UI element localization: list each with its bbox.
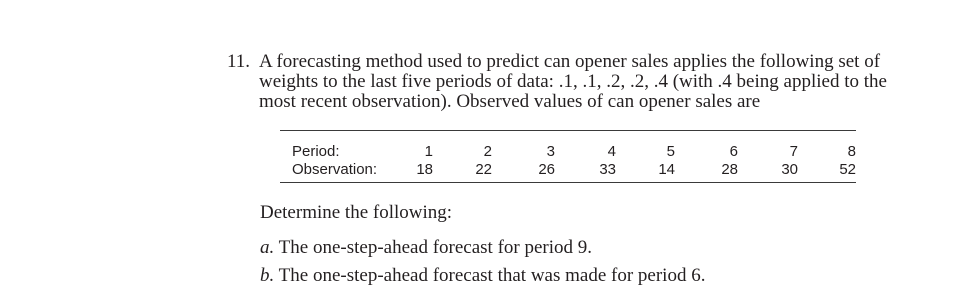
observation-cell: 30 — [781, 161, 798, 178]
data-table — [280, 130, 856, 186]
problem-line: weights to the last five periods of data: .1, .1, .2, .2, .4 (with .4 being applied to the — [259, 71, 887, 92]
observation-row-label: Observation: — [292, 161, 378, 178]
part-text: The one-step-ahead forecast for period 9. — [278, 237, 593, 258]
observation-cell: 22 — [475, 161, 492, 178]
period-cell: 2 — [483, 143, 492, 160]
period-cell: 7 — [789, 143, 798, 160]
observation-cell: 14 — [658, 161, 675, 178]
observation-cell: 33 — [599, 161, 616, 178]
part-letter: b. — [260, 265, 275, 286]
part-a — [260, 238, 592, 258]
observation-cell: 28 — [721, 161, 738, 178]
period-row-label: Period: — [292, 143, 340, 160]
period-cell: 6 — [729, 143, 738, 160]
period-cell: 1 — [424, 143, 433, 160]
problem-line: A forecasting method used to predict can opener sales applies the following set of — [259, 51, 881, 72]
period-cell: 5 — [666, 143, 675, 160]
observation-cell: 52 — [839, 161, 856, 178]
table-top-rule — [280, 130, 856, 131]
instruction-text: Determine the following: — [260, 202, 453, 223]
part-letter: a. — [260, 237, 275, 258]
problem-line: most recent observation). Observed values of can opener sales are — [259, 91, 761, 112]
table-bottom-rule — [280, 182, 856, 183]
observation-cell: 18 — [416, 161, 433, 178]
part-text: The one-step-ahead forecast that was made for period 6. — [278, 265, 706, 286]
period-cell: 8 — [847, 143, 856, 160]
period-cell: 4 — [607, 143, 616, 160]
problem-number: 11. — [227, 51, 251, 72]
observation-cell: 26 — [538, 161, 555, 178]
period-cell: 3 — [546, 143, 555, 160]
part-b — [260, 266, 705, 286]
problem-statement — [259, 52, 899, 112]
